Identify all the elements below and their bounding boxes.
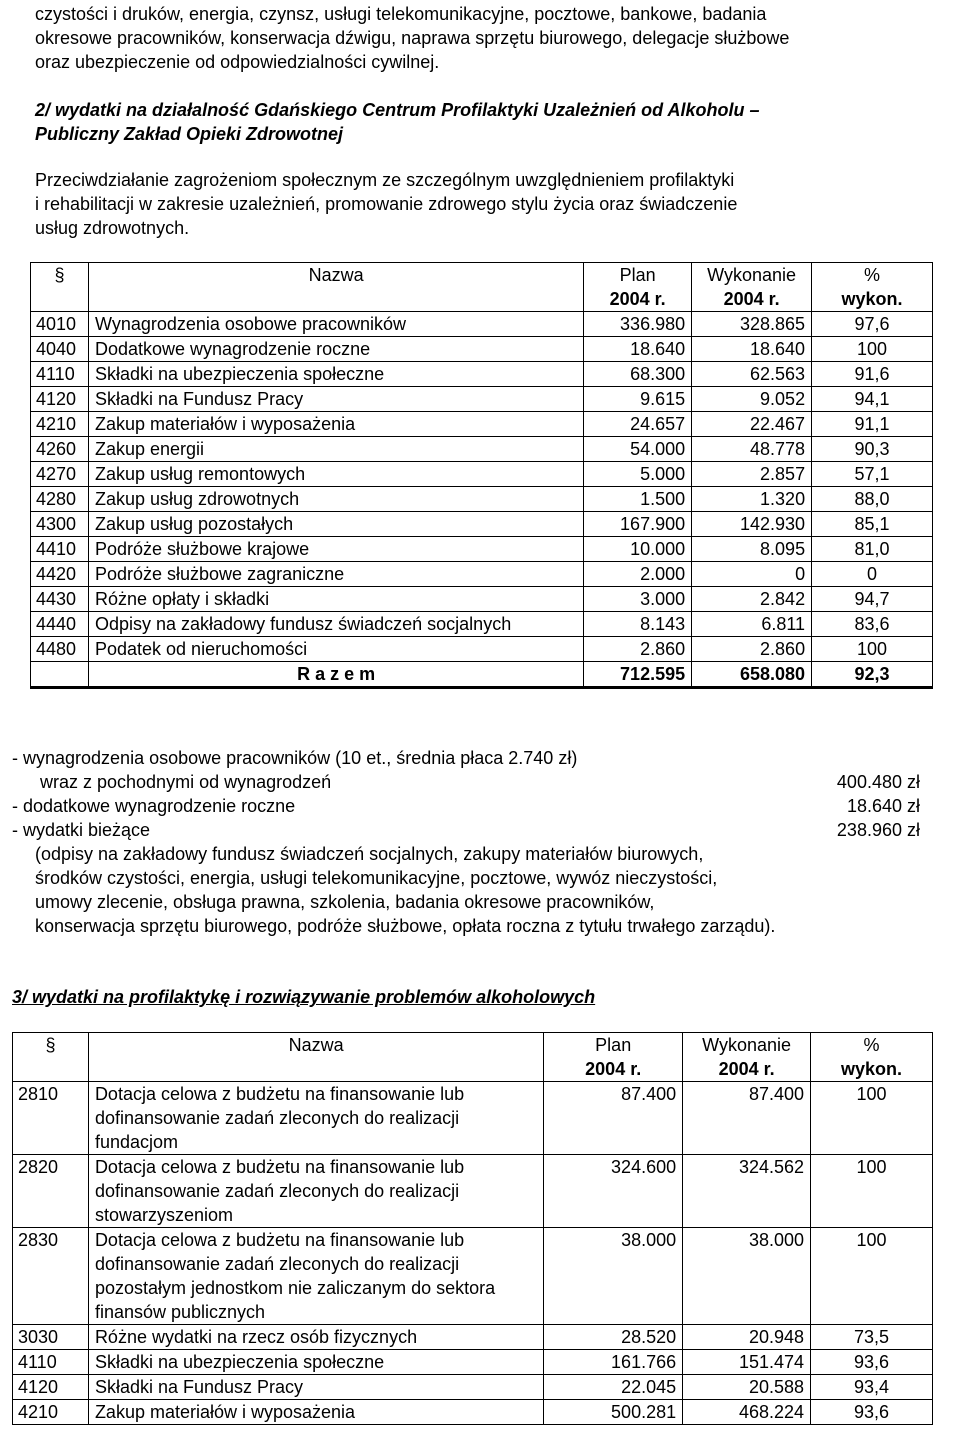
row-name: Dotacja celowa z budżetu na finansowanie lub dofinansowanie zadań zleconych do realizacji stowarzyszeniom: [88, 1155, 543, 1228]
section-2-title-line2: Publiczny Zakład Opieki Zdrowotnej: [35, 124, 344, 144]
row-name: Podróże służbowe krajowe: [88, 537, 583, 562]
table-row: [31, 387, 933, 412]
row-name: Podatek od nieruchomości: [88, 637, 583, 662]
row-code: 4440: [31, 612, 89, 637]
row-percent: 93,6: [811, 1400, 933, 1425]
header-percent-line1: %: [864, 265, 881, 285]
row-percent: 0: [812, 562, 933, 587]
header-paragraph: §: [13, 1033, 89, 1082]
row-name: Dotacja celowa z budżetu na finansowanie lub dofinansowanie zadań zleconych do realizacji pozostałym jednostkom nie zaliczanym do sektora finansów publicznych: [88, 1228, 543, 1325]
row-name: Dodatkowe wynagrodzenie roczne: [88, 337, 583, 362]
row-code: 3030: [13, 1325, 89, 1350]
row-execution: 324.562: [683, 1155, 811, 1228]
header-plan-line2: 2004 r.: [585, 1059, 642, 1079]
row-code: 2820: [13, 1155, 89, 1228]
row-name: Zakup usług pozostałych: [88, 512, 583, 537]
row-name: Wynagrodzenia osobowe pracowników: [88, 312, 583, 337]
row-execution: 468.224: [683, 1400, 811, 1425]
row-name: Podróże służbowe zagraniczne: [88, 562, 583, 587]
header-plan-line1: Plan: [595, 1035, 632, 1055]
row-execution: 2.860: [692, 637, 812, 662]
row-code: 2830: [13, 1228, 89, 1325]
intro-paragraph: [35, 2, 935, 74]
header-execution-line1: Wykonanie: [707, 265, 797, 285]
section-2-budget-table: [30, 262, 933, 689]
section-2-title: [35, 98, 935, 146]
description-line: i rehabilitacji w zakresie uzależnień, promowanie zdrowego stylu życia oraz świadczenie: [35, 194, 738, 214]
table-row: [31, 487, 933, 512]
table-row: [31, 612, 933, 637]
row-code: 4010: [31, 312, 89, 337]
section-3-budget-table: [12, 1032, 933, 1425]
table-row: [31, 637, 933, 662]
table-row: [31, 537, 933, 562]
row-percent: 97,6: [812, 312, 933, 337]
row-percent: 83,6: [812, 612, 933, 637]
row-code: 4270: [31, 462, 89, 487]
table-row: [13, 1375, 933, 1400]
row-execution: 2.842: [692, 587, 812, 612]
row-plan: 54.000: [584, 437, 692, 462]
header-percent-line2: wykon.: [841, 1059, 903, 1079]
row-plan: 8.143: [584, 612, 692, 637]
row-name: Zakup materiałów i wyposażenia: [88, 1400, 543, 1425]
row-name: Składki na Fundusz Pracy: [88, 387, 583, 412]
row-plan: 9.615: [584, 387, 692, 412]
row-execution: 8.095: [692, 537, 812, 562]
description-line: Przeciwdziałanie zagrożeniom społecznym ze szczególnym uwzględnieniem profilaktyki: [35, 170, 735, 190]
row-code: 4280: [31, 487, 89, 512]
row-code: 4420: [31, 562, 89, 587]
total-code-cell: [31, 662, 89, 688]
row-code: 4480: [31, 637, 89, 662]
header-plan-line2: 2004 r.: [609, 289, 666, 309]
header-execution-line2: 2004 r.: [723, 289, 780, 309]
header-execution-line2: 2004 r.: [718, 1059, 775, 1079]
row-name: Odpisy na zakładowy fundusz świadczeń socjalnych: [88, 612, 583, 637]
row-name: Składki na ubezpieczenia społeczne: [88, 362, 583, 387]
header-percent-line1: %: [863, 1035, 880, 1055]
row-percent: 88,0: [812, 487, 933, 512]
table-row: [13, 1228, 933, 1325]
row-code: 4300: [31, 512, 89, 537]
table-header-row: [13, 1033, 933, 1082]
row-percent: 100: [811, 1155, 933, 1228]
row-code: 4110: [31, 362, 89, 387]
row-percent: 91,1: [812, 412, 933, 437]
row-percent: 100: [811, 1082, 933, 1155]
row-percent: 93,4: [811, 1375, 933, 1400]
header-execution: [692, 263, 812, 312]
row-plan: 336.980: [584, 312, 692, 337]
row-percent: 100: [812, 637, 933, 662]
row-execution: 151.474: [683, 1350, 811, 1375]
table-row: [13, 1400, 933, 1425]
detail-line: konserwacja sprzętu biurowego, podróże służbowe, opłata roczna z tytułu trwałego zarządu).: [35, 916, 776, 936]
note-amount: 18.640 zł: [846, 796, 920, 816]
table-row: [13, 1155, 933, 1228]
table-row: [31, 412, 933, 437]
row-plan: 18.640: [584, 337, 692, 362]
row-plan: 68.300: [584, 362, 692, 387]
row-code: 4410: [31, 537, 89, 562]
row-percent: 57,1: [812, 462, 933, 487]
row-percent: 100: [812, 337, 933, 362]
row-name: Zakup usług remontowych: [88, 462, 583, 487]
table-total-row: [31, 662, 933, 688]
table-row: [13, 1325, 933, 1350]
row-percent: 94,1: [812, 387, 933, 412]
row-execution: 18.640: [692, 337, 812, 362]
header-percent: [811, 1033, 933, 1082]
row-plan: 2.000: [584, 562, 692, 587]
row-name: Dotacja celowa z budżetu na finansowanie lub dofinansowanie zadań zleconych do realizacji fundacjom: [88, 1082, 543, 1155]
row-execution: 20.948: [683, 1325, 811, 1350]
row-percent: 94,7: [812, 587, 933, 612]
total-label: R a z e m: [88, 662, 583, 688]
detail-line: środków czystości, energia, usługi telekomunikacyjne, pocztowe, wywóz nieczystości,: [35, 868, 718, 888]
row-plan: 167.900: [584, 512, 692, 537]
row-name: Zakup materiałów i wyposażenia: [88, 412, 583, 437]
section-2-notes: [12, 746, 932, 770]
row-plan: 1.500: [584, 487, 692, 512]
row-plan: 38.000: [544, 1228, 683, 1325]
header-name: Nazwa: [88, 1033, 543, 1082]
header-execution-line1: Wykonanie: [702, 1035, 792, 1055]
row-plan: 28.520: [544, 1325, 683, 1350]
header-execution: [683, 1033, 811, 1082]
row-percent: 73,5: [811, 1325, 933, 1350]
header-paragraph: §: [31, 263, 89, 312]
row-execution: 62.563: [692, 362, 812, 387]
note-label: - wydatki bieżące: [12, 820, 151, 840]
row-execution: 20.588: [683, 1375, 811, 1400]
total-execution: 658.080: [692, 662, 812, 688]
header-plan-line1: Plan: [619, 265, 656, 285]
table-row: [31, 437, 933, 462]
row-execution: 2.857: [692, 462, 812, 487]
note-salaries: - wynagrodzenia osobowe pracowników (10 et., średnia płaca 2.740 zł): [12, 748, 578, 768]
row-name: Różne wydatki na rzecz osób fizycznych: [88, 1325, 543, 1350]
row-code: 4040: [31, 337, 89, 362]
row-execution: 142.930: [692, 512, 812, 537]
row-execution: 328.865: [692, 312, 812, 337]
row-plan: 500.281: [544, 1400, 683, 1425]
row-execution: 1.320: [692, 487, 812, 512]
header-percent: [812, 263, 933, 312]
row-name: Składki na ubezpieczenia społeczne: [88, 1350, 543, 1375]
row-execution: 38.000: [683, 1228, 811, 1325]
table-row: [13, 1350, 933, 1375]
row-percent: 90,3: [812, 437, 933, 462]
total-plan: 712.595: [584, 662, 692, 688]
table-row: [31, 462, 933, 487]
total-percent: 92,3: [812, 662, 933, 688]
row-execution: 9.052: [692, 387, 812, 412]
row-percent: 100: [811, 1228, 933, 1325]
detail-line: umowy zlecenie, obsługa prawna, szkolenia, badania okresowe pracowników,: [35, 892, 655, 912]
description-line: usług zdrowotnych.: [35, 218, 190, 238]
detail-line: (odpisy na zakładowy fundusz świadczeń socjalnych, zakupy materiałów biurowych,: [35, 844, 704, 864]
row-plan: 87.400: [544, 1082, 683, 1155]
intro-line: czystości i druków, energia, czynsz, usługi telekomunikacyjne, pocztowe, bankowe, badania: [35, 4, 767, 24]
table-row: [13, 1082, 933, 1155]
row-plan: 2.860: [584, 637, 692, 662]
row-plan: 3.000: [584, 587, 692, 612]
intro-line: oraz ubezpieczenie od odpowiedzialności cywilnej.: [35, 52, 440, 72]
section-3-title: 3/ wydatki na profilaktykę i rozwiązywanie problemów alkoholowych: [12, 987, 596, 1007]
row-plan: 10.000: [584, 537, 692, 562]
row-execution: 22.467: [692, 412, 812, 437]
row-percent: 93,6: [811, 1350, 933, 1375]
table-row: [31, 362, 933, 387]
table-row: [31, 512, 933, 537]
note-amount: 400.480 zł: [836, 772, 920, 792]
row-execution: 6.811: [692, 612, 812, 637]
row-plan: 22.045: [544, 1375, 683, 1400]
row-plan: 5.000: [584, 462, 692, 487]
table-row: [31, 587, 933, 612]
header-percent-line2: wykon.: [841, 289, 903, 309]
row-code: 4120: [13, 1375, 89, 1400]
note-amount: 238.960 zł: [836, 820, 920, 840]
note-details: [35, 842, 935, 938]
row-plan: 324.600: [544, 1155, 683, 1228]
note-label: - dodatkowe wynagrodzenie roczne: [12, 796, 296, 816]
table-row: [31, 562, 933, 587]
row-code: 4110: [13, 1350, 89, 1375]
header-plan: [584, 263, 692, 312]
row-code: 4210: [13, 1400, 89, 1425]
section-2-title-line1: 2/ wydatki na działalność Gdańskiego Centrum Profilaktyki Uzależnień od Alkoholu –: [35, 100, 760, 120]
row-code: 2810: [13, 1082, 89, 1155]
header-plan: [544, 1033, 683, 1082]
row-code: 4430: [31, 587, 89, 612]
row-code: 4210: [31, 412, 89, 437]
table-row: [31, 312, 933, 337]
note-label: wraz z pochodnymi od wynagrodzeń: [40, 772, 332, 792]
row-code: 4260: [31, 437, 89, 462]
table-header-row: [31, 263, 933, 312]
row-name: Różne opłaty i składki: [88, 587, 583, 612]
section-2-description: [35, 168, 935, 240]
row-execution: 0: [692, 562, 812, 587]
row-name: Zakup energii: [88, 437, 583, 462]
intro-line: okresowe pracowników, konserwacja dźwigu, naprawa sprzętu biurowego, delegacje służbowe: [35, 28, 790, 48]
row-percent: 85,1: [812, 512, 933, 537]
table-row: [31, 337, 933, 362]
row-name: Składki na Fundusz Pracy: [88, 1375, 543, 1400]
row-code: 4120: [31, 387, 89, 412]
row-percent: 91,6: [812, 362, 933, 387]
row-plan: 24.657: [584, 412, 692, 437]
row-execution: 87.400: [683, 1082, 811, 1155]
header-name: Nazwa: [88, 263, 583, 312]
row-plan: 161.766: [544, 1350, 683, 1375]
row-percent: 81,0: [812, 537, 933, 562]
row-execution: 48.778: [692, 437, 812, 462]
row-name: Zakup usług zdrowotnych: [88, 487, 583, 512]
